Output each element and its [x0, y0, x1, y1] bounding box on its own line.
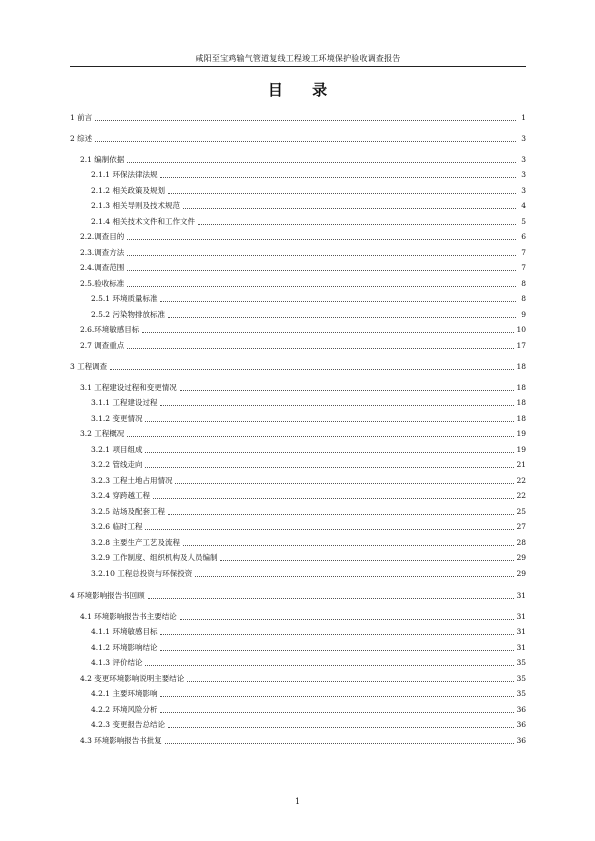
toc-entry[interactable]	[70, 641, 526, 653]
toc-entry-label: 4.2 变更环境影响说明主要结论	[80, 674, 185, 683]
toc-dot-leader	[110, 369, 514, 370]
toc-entry-page: 18	[516, 414, 526, 423]
toc-entry[interactable]	[70, 536, 526, 548]
toc-dot-leader	[180, 619, 515, 620]
toc-dot-leader	[183, 545, 514, 546]
toc-entry-label: 3.1 工程建设过程和变更情况	[80, 383, 177, 392]
toc-entry-page: 22	[516, 491, 526, 500]
toc-dot-leader	[127, 348, 514, 349]
toc-entry-label: 2 综述	[70, 134, 93, 143]
toc-entry-label: 4 环境影响报告书回顾	[70, 591, 145, 600]
toc-entry-label: 2.1.4 相关技术文件和工作文件	[91, 217, 195, 226]
page-number: 1	[294, 797, 301, 806]
toc-entry-label: 4.3 环境影响报告书批复	[80, 736, 162, 745]
toc-entry-label: 3.2.3 工程土地占用情况	[91, 476, 173, 485]
toc-entry-label: 2.3.调查方法	[80, 248, 125, 257]
toc-entry[interactable]	[70, 168, 526, 180]
toc-dot-leader	[168, 317, 516, 318]
toc-dot-leader	[153, 498, 514, 499]
toc-entry-page: 36	[516, 736, 526, 745]
toc-entry-page: 31	[516, 591, 526, 600]
toc-entry[interactable]	[70, 427, 526, 439]
toc-entry-page: 35	[516, 689, 526, 698]
toc-entry[interactable]	[70, 230, 526, 242]
toc-entry-page: 28	[516, 538, 526, 547]
toc-entry[interactable]	[70, 734, 526, 746]
toc-entry-label: 1 前言	[70, 113, 93, 122]
toc-entry-page: 27	[516, 522, 526, 531]
toc-dot-leader	[160, 177, 516, 178]
toc-entry-page: 18	[516, 383, 526, 392]
toc-entry-label: 2.1.1 环保法律法规	[91, 170, 158, 179]
toc-entry[interactable]	[70, 153, 526, 165]
toc-entry[interactable]	[70, 246, 526, 258]
toc-dot-leader	[145, 529, 514, 530]
toc-entry[interactable]	[70, 261, 526, 273]
toc-entry-page: 4	[521, 201, 526, 210]
toc-entry-page: 18	[516, 398, 526, 407]
toc-title: 目 录	[267, 81, 340, 99]
toc-entry-page: 3	[521, 155, 526, 164]
toc-dot-leader	[160, 634, 514, 635]
toc-entry-label: 3.2.9 工作制度、组织机构及人员编制	[91, 553, 218, 562]
toc-entry-page: 19	[516, 429, 526, 438]
header-rule	[70, 66, 526, 67]
toc-entry-page: 1	[521, 113, 526, 122]
toc-entry-page: 3	[521, 186, 526, 195]
toc-entry[interactable]	[70, 718, 526, 730]
toc-dot-leader	[187, 681, 514, 682]
toc-dot-leader	[160, 650, 514, 651]
toc-entry-page: 7	[521, 263, 526, 272]
toc-entry[interactable]	[70, 339, 526, 351]
toc-entry[interactable]	[70, 184, 526, 196]
toc-entry[interactable]	[70, 520, 526, 532]
toc-entry-page: 10	[516, 325, 526, 334]
toc-entry-label: 2.5.1 环境质量标准	[91, 294, 158, 303]
toc-entry-page: 22	[516, 476, 526, 485]
toc-entry-label: 2.7 调查重点	[80, 341, 125, 350]
toc-dot-leader	[145, 467, 514, 468]
toc-entry-label: 2.1 编制依据	[80, 155, 125, 164]
toc-dot-leader	[95, 120, 516, 121]
toc-entry-page: 6	[521, 232, 526, 241]
toc-entry[interactable]	[70, 687, 526, 699]
toc-entry[interactable]	[70, 111, 526, 123]
toc-dot-leader	[168, 193, 516, 194]
toc-entry-label: 3.2.5 站场及配套工程	[91, 507, 165, 516]
toc-entry[interactable]	[70, 412, 526, 424]
toc-dot-leader	[160, 696, 514, 697]
toc-entry-page: 29	[516, 553, 526, 562]
toc-entry[interactable]	[70, 381, 526, 393]
toc-entry[interactable]	[70, 567, 526, 579]
toc-entry-page: 31	[516, 627, 526, 636]
toc-dot-leader	[127, 162, 516, 163]
toc-dot-leader	[165, 743, 515, 744]
toc-entry-label: 3.2.8 主要生产工艺及流程	[91, 538, 180, 547]
toc-entry-label: 2.1.2 相关政策及规划	[91, 186, 165, 195]
toc-entry[interactable]	[70, 396, 526, 408]
toc-dot-leader	[195, 576, 514, 577]
toc-dot-leader	[148, 598, 515, 599]
toc-entry-label: 3.2.2 管线走向	[91, 460, 143, 469]
toc-entry-page: 19	[516, 445, 526, 454]
toc-entry[interactable]	[70, 360, 526, 372]
toc-entry-page: 7	[521, 248, 526, 257]
toc-dot-leader	[183, 208, 516, 209]
toc-dot-leader	[95, 141, 516, 142]
toc-entry[interactable]	[70, 292, 526, 304]
toc-entry-label: 2.2.调查目的	[80, 232, 125, 241]
toc-dot-leader	[127, 239, 516, 240]
toc-entry-label: 3.2.4 穿跨越工程	[91, 491, 150, 500]
toc-entry-label: 4.2.2 环境风险分析	[91, 705, 158, 714]
toc-entry-label: 2.1.3 相关导则及技术规范	[91, 201, 180, 210]
toc-entry[interactable]	[70, 323, 526, 335]
toc-entry-label: 3.2.10 工程总投资与环保投资	[91, 569, 193, 578]
toc-dot-leader	[168, 727, 514, 728]
toc-entry[interactable]	[70, 443, 526, 455]
toc-entry-label: 3 工程调查	[70, 362, 108, 371]
toc-dot-leader	[168, 514, 514, 515]
toc-entry[interactable]	[70, 277, 526, 289]
toc-dot-leader	[145, 452, 514, 453]
toc-entry[interactable]	[70, 199, 526, 211]
toc-dot-leader	[127, 436, 514, 437]
toc-dot-leader	[160, 712, 514, 713]
toc-entry-page: 17	[516, 341, 526, 350]
toc-entry[interactable]	[70, 625, 526, 637]
toc-dot-leader	[142, 332, 514, 333]
page-header: 咸阳至宝鸡输气管道复线工程竣工环境保护验收调查报告	[195, 54, 401, 63]
toc-entry[interactable]	[70, 551, 526, 563]
toc-entry[interactable]	[70, 656, 526, 668]
toc-entry-label: 4.1 环境影响报告书主要结论	[80, 612, 177, 621]
toc-dot-leader	[145, 665, 514, 666]
toc-entry-page: 35	[516, 658, 526, 667]
toc-entry-page: 36	[516, 720, 526, 729]
toc-entry-page: 3	[521, 134, 526, 143]
toc-entry[interactable]	[70, 610, 526, 622]
toc-entry-page: 8	[521, 279, 526, 288]
toc-entry[interactable]	[70, 505, 526, 517]
toc-dot-leader	[180, 390, 515, 391]
toc-dot-leader	[127, 255, 516, 256]
toc-entry-label: 3.1.1 工程建设过程	[91, 398, 158, 407]
toc-entry-label: 3.2.1 项目组成	[91, 445, 143, 454]
toc-dot-leader	[160, 301, 516, 302]
toc-entry-page: 3	[521, 170, 526, 179]
toc-entry[interactable]	[70, 703, 526, 715]
toc-dot-leader	[220, 560, 514, 561]
toc-dot-leader	[198, 224, 516, 225]
toc-entry-label: 2.5.2 污染物排放标准	[91, 310, 165, 319]
toc-entry-label: 2.6.环境敏感目标	[80, 325, 140, 334]
toc-entry-page: 31	[516, 612, 526, 621]
toc-entry[interactable]	[70, 215, 526, 227]
toc-entry-label: 4.2.1 主要环境影响	[91, 689, 158, 698]
toc-entry[interactable]	[70, 132, 526, 144]
toc-entry-page: 9	[521, 310, 526, 319]
toc-entry-page: 18	[516, 362, 526, 371]
toc-entry-page: 8	[521, 294, 526, 303]
toc-entry-label: 4.2.3 变更报告总结论	[91, 720, 165, 729]
toc-entry-label: 2.4.调查范围	[80, 263, 125, 272]
toc-entry[interactable]	[70, 589, 526, 601]
toc-entry[interactable]	[70, 489, 526, 501]
toc-entry-label: 3.1.2 变更情况	[91, 414, 143, 423]
toc-entry-label: 4.1.2 环境影响结论	[91, 643, 158, 652]
toc-entry[interactable]	[70, 672, 526, 684]
toc-entry-label: 4.1.1 环境敏感目标	[91, 627, 158, 636]
toc-entry-page: 5	[521, 217, 526, 226]
toc-entry[interactable]	[70, 474, 526, 486]
toc-dot-leader	[160, 405, 514, 406]
toc-entry-label: 3.2.6 临时工程	[91, 522, 143, 531]
toc-entry-page: 25	[516, 507, 526, 516]
toc-entry[interactable]	[70, 458, 526, 470]
toc-entry-label: 3.2 工程概况	[80, 429, 125, 438]
toc-dot-leader	[175, 483, 514, 484]
toc-entry-label: 2.5.验收标准	[80, 279, 125, 288]
toc-dot-leader	[145, 421, 514, 422]
toc-entry-page: 21	[516, 460, 526, 469]
toc-entry-page: 36	[516, 705, 526, 714]
toc-entry-page: 35	[516, 674, 526, 683]
toc-entry-page: 31	[516, 643, 526, 652]
toc-dot-leader	[127, 286, 516, 287]
toc-entry[interactable]	[70, 308, 526, 320]
toc-entry-label: 4.1.3 评价结论	[91, 658, 143, 667]
toc-entry-page: 29	[516, 569, 526, 578]
toc-dot-leader	[127, 270, 516, 271]
